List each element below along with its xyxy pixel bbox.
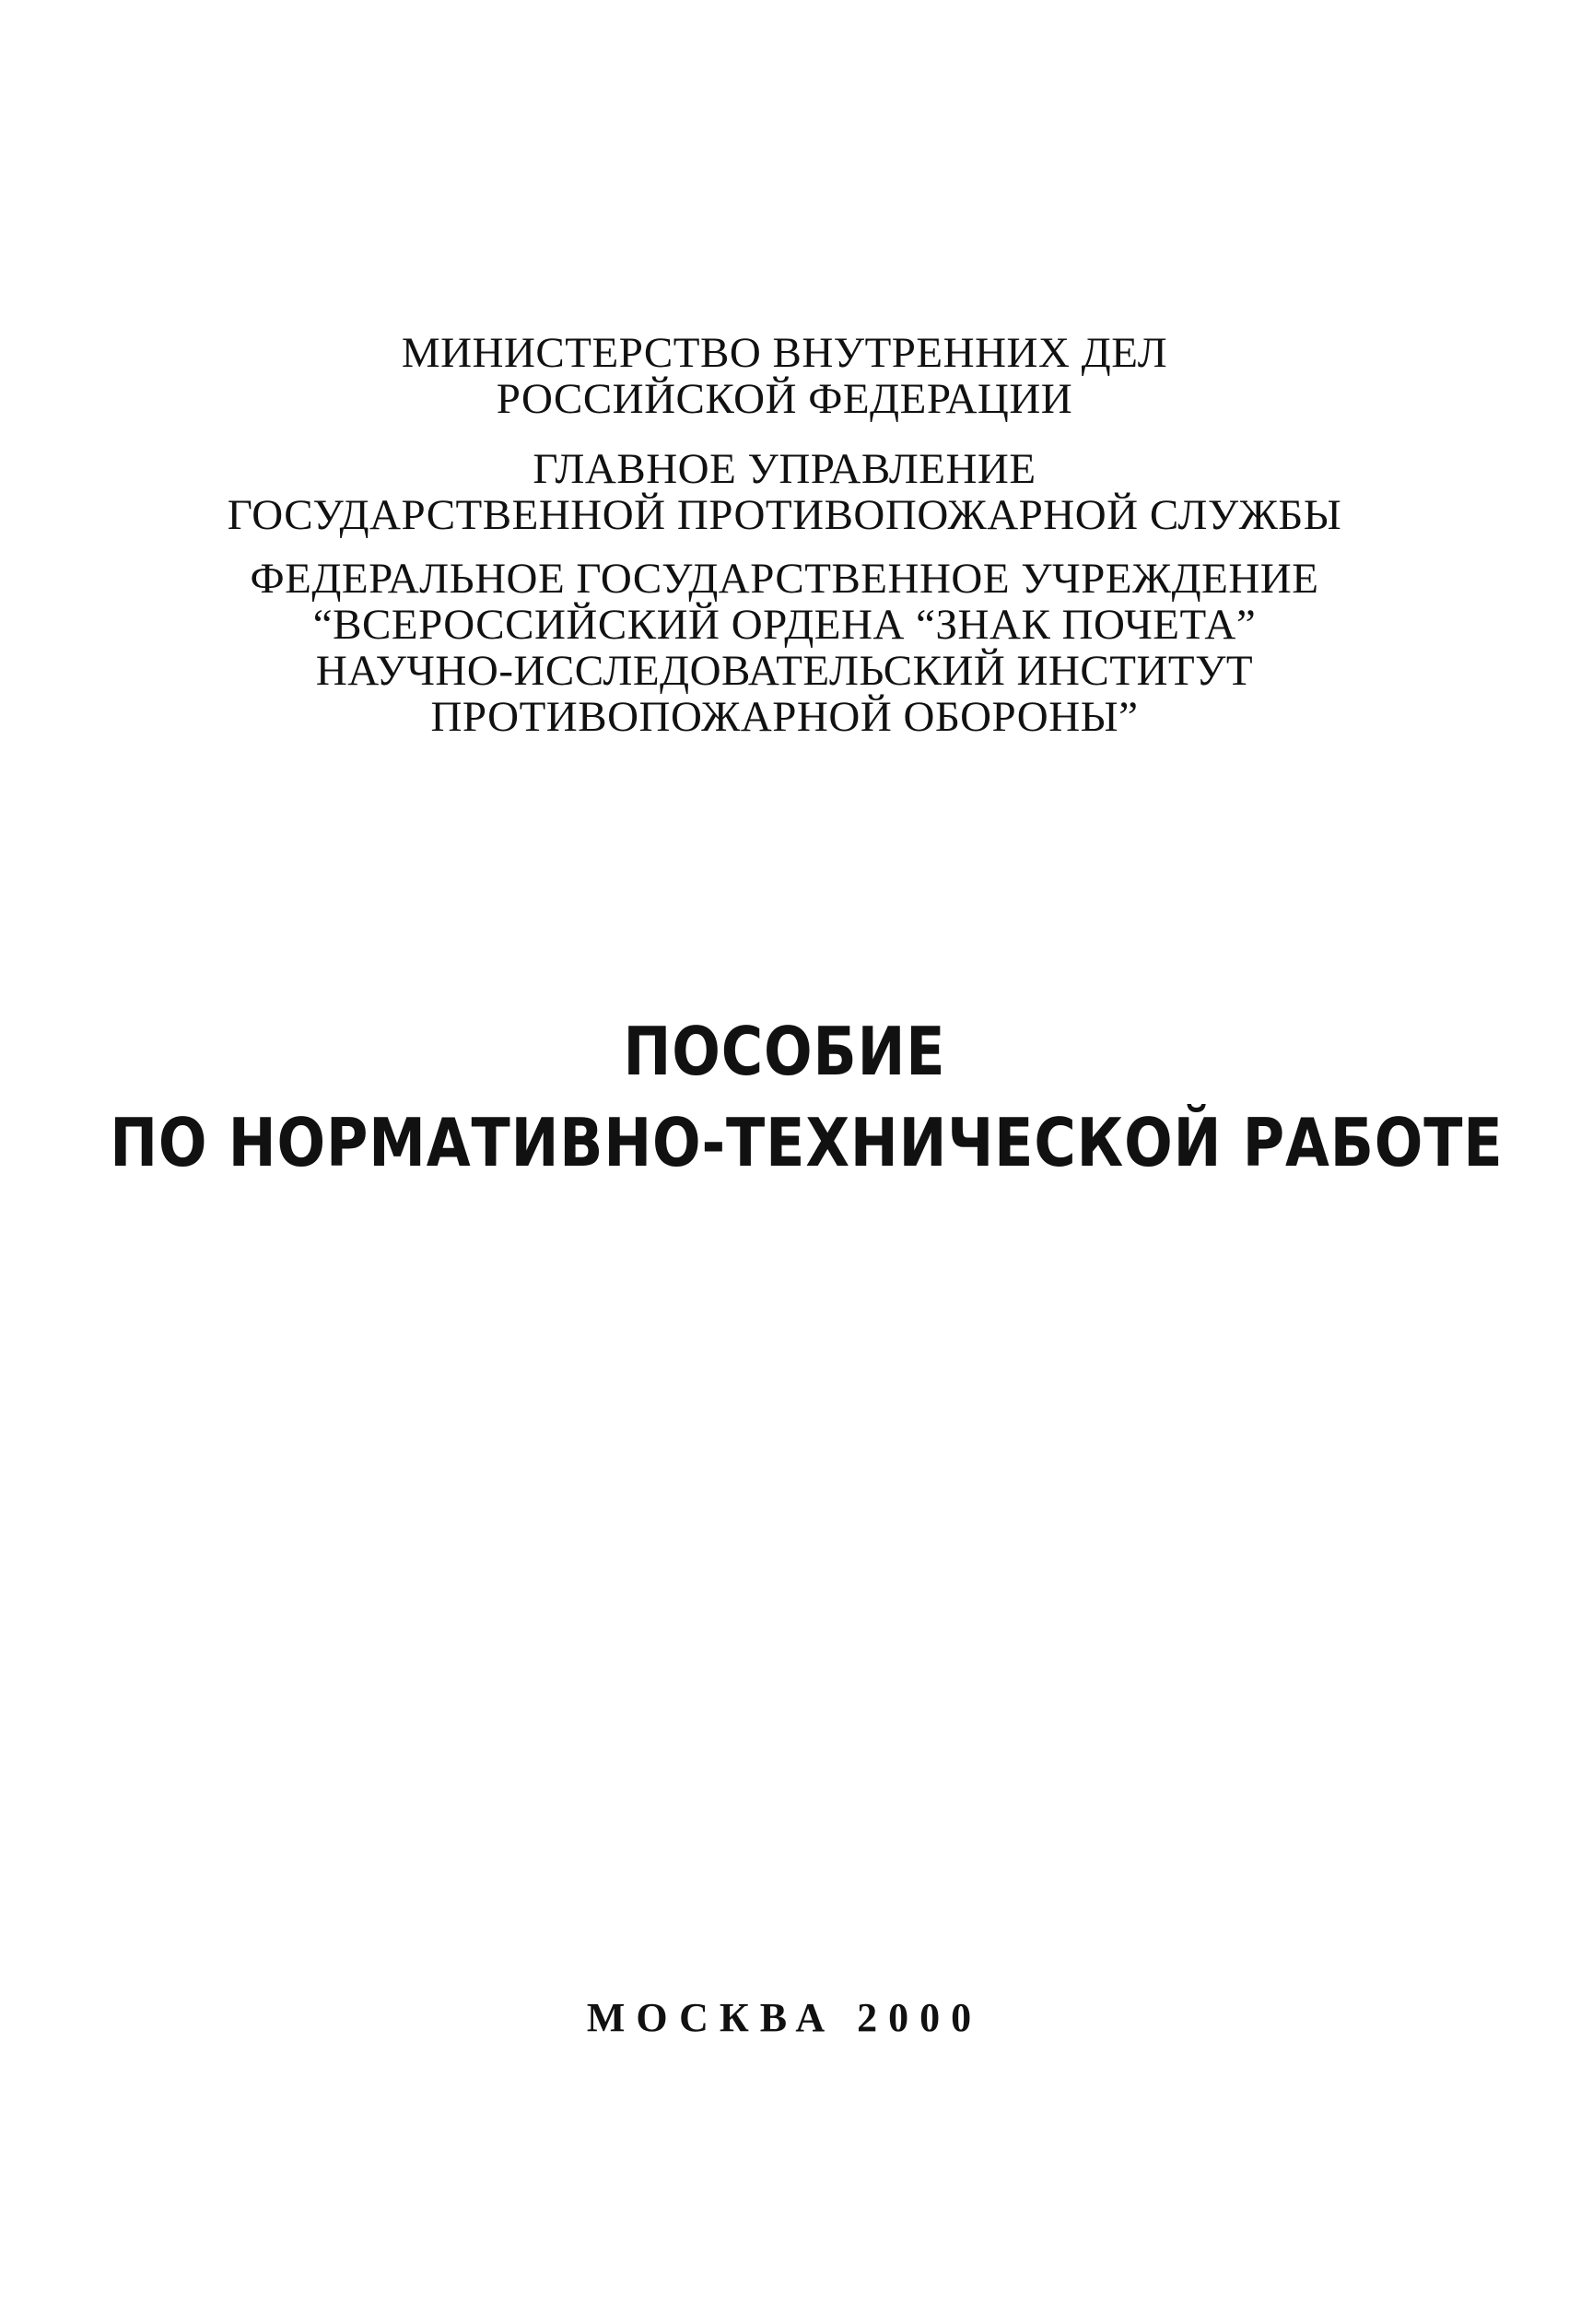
directorate-line-1: ГЛАВНОЕ УПРАВЛЕНИЕ xyxy=(533,445,1036,493)
institute-line-1: ФЕДЕРАЛЬНОЕ ГОСУДАРСТВЕННОЕ УЧРЕЖДЕНИЕ xyxy=(250,555,1319,603)
institute-line-2: “ВСЕРОССИЙСКИЙ ОРДЕНА “ЗНАК ПОЧЕТА” xyxy=(312,601,1257,649)
directorate-name xyxy=(0,446,1569,538)
document-title xyxy=(110,1006,1504,1189)
title-line-2: ПО НОРМАТИВНО-ТЕХНИЧЕСКОЙ РАБОТЕ xyxy=(110,1104,1504,1181)
institute-name xyxy=(0,556,1569,740)
ministry-line-2: РОССИЙСКОЙ ФЕДЕРАЦИИ xyxy=(496,375,1073,423)
place-and-year: МОСКВА 2000 xyxy=(586,1995,983,2040)
directorate-line-2: ГОСУДАРСТВЕННОЙ ПРОТИВОПОЖАРНОЙ СЛУЖБЫ xyxy=(227,491,1342,539)
institute-line-4: ПРОТИВОПОЖАРНОЙ ОБОРОНЫ” xyxy=(430,693,1139,741)
institute-line-3: НАУЧНО-ИССЛЕДОВАТЕЛЬСКИЙ ИНСТИТУТ xyxy=(315,647,1254,695)
title-line-1: ПОСОБИЕ xyxy=(623,1013,946,1090)
ministry-line-1: МИНИСТЕРСТВО ВНУТРЕННИХ ДЕЛ xyxy=(401,329,1168,377)
ministry-name xyxy=(0,330,1569,422)
